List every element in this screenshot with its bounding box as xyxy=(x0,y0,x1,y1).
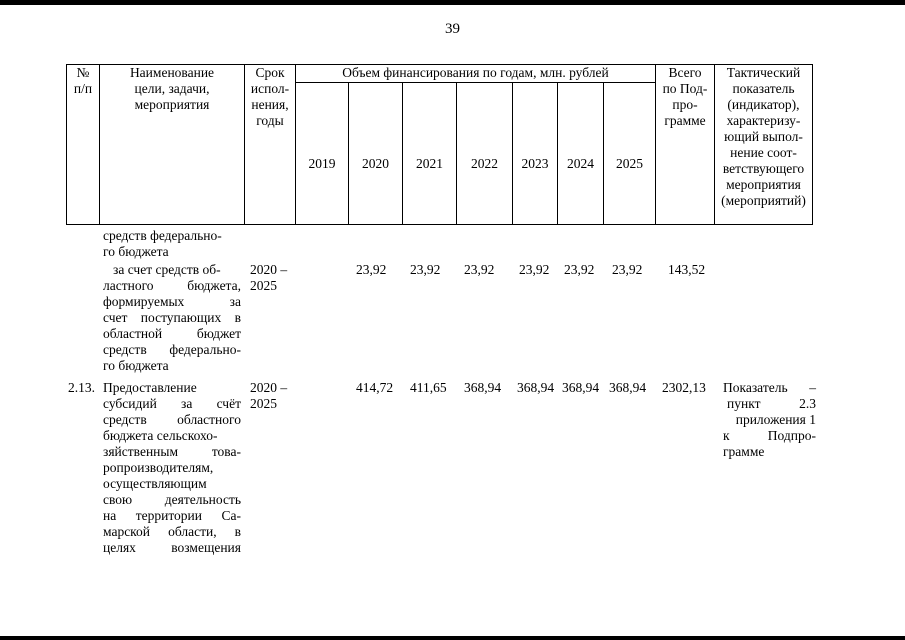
year-2024: 2024 xyxy=(558,83,604,225)
header-total: Всего по Под- про- грамме xyxy=(656,65,715,225)
header-num: № п/п xyxy=(67,65,100,225)
value-2023: 23,92 xyxy=(519,262,550,277)
year-2022: 2022 xyxy=(457,83,513,225)
year-2023: 2023 xyxy=(513,83,558,225)
value-2025: 368,94 xyxy=(609,380,647,395)
value-2022: 368,94 xyxy=(464,380,502,395)
year-2019: 2019 xyxy=(296,83,349,225)
value-2021: 23,92 xyxy=(410,262,441,277)
top-edge xyxy=(0,0,905,5)
term-cell: 2020 – 2025 xyxy=(250,262,288,293)
header-indicator: Тактический показатель (индикатор), характеризу- ющий выпол- нение соот- ветствующего мероприятия (мероприятий) xyxy=(715,65,813,225)
year-2021: 2021 xyxy=(403,83,457,225)
value-2024: 23,92 xyxy=(564,262,595,277)
value-2020: 414,72 xyxy=(356,380,394,395)
value-2021: 411,65 xyxy=(410,380,447,395)
header-funding: Объем финансирования по годам, млн. рублей xyxy=(296,65,656,83)
table-row: за счет средств об- ластного бюджета, формируемых за счет поступающих в областной бюджет средств федерально- го бюджета xyxy=(103,262,241,373)
funding-table-header xyxy=(66,64,813,225)
total-value: 2302,13 xyxy=(662,380,706,395)
table-row: Предоставление субсидий за счёт средств областного бюджета сельскохо- зяйственным това- ропроизводителям, осуществляющим свою деятельность на территории Са- марской области, в целях возмещения xyxy=(103,380,241,555)
page-number: 39 xyxy=(445,21,460,37)
year-2025: 2025 xyxy=(604,83,656,225)
header-name: Наименование цели, задачи, мероприятия xyxy=(100,65,245,225)
value-2025: 23,92 xyxy=(612,262,643,277)
bottom-edge xyxy=(0,636,905,640)
table-row: средств федерально- го бюджета xyxy=(103,228,222,259)
header-term: Срок испол- нения, годы xyxy=(245,65,296,225)
year-2020: 2020 xyxy=(349,83,403,225)
total-value: 143,52 xyxy=(668,262,706,277)
row-number: 2.13. xyxy=(68,380,95,395)
indicator-cell: Показатель – пункт 2.3 приложения 1 к Подпро- грамме xyxy=(723,380,816,459)
value-2022: 23,92 xyxy=(464,262,495,277)
term-cell: 2020 – 2025 xyxy=(250,380,288,411)
value-2023: 368,94 xyxy=(517,380,555,395)
value-2024: 368,94 xyxy=(562,380,600,395)
value-2020: 23,92 xyxy=(356,262,387,277)
